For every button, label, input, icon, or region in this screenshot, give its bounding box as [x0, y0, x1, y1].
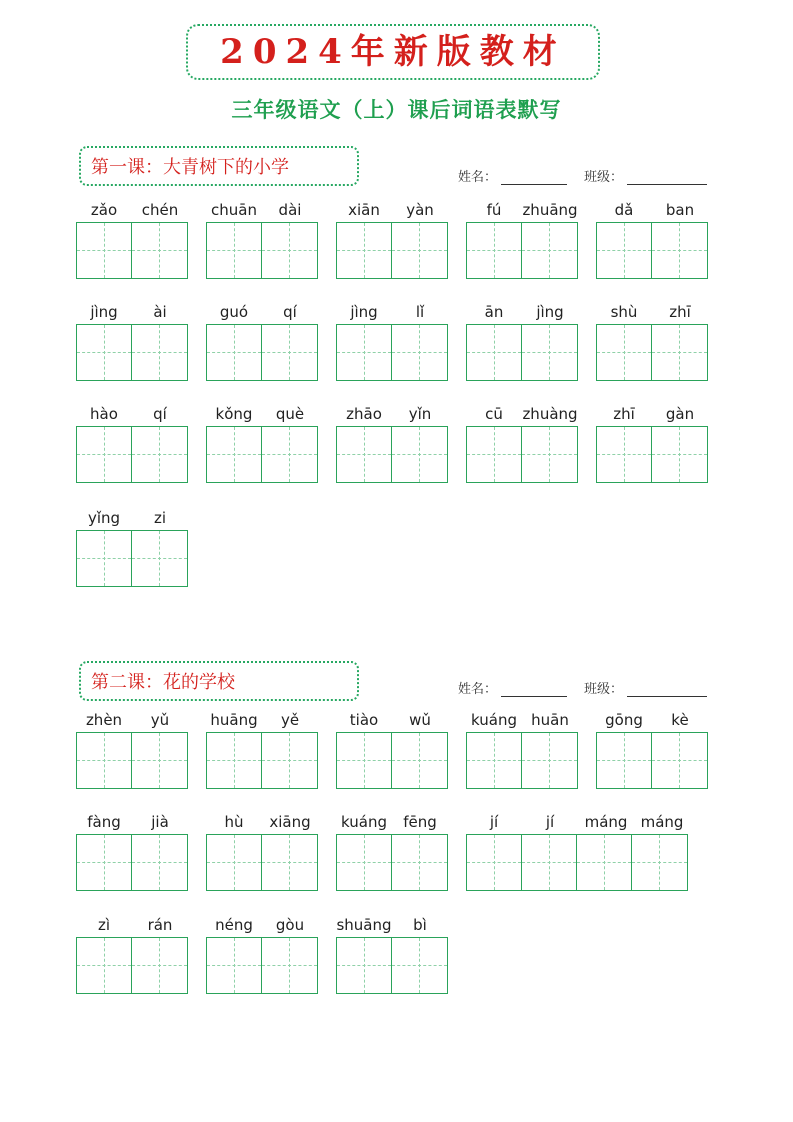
- writing-cell[interactable]: [207, 325, 262, 380]
- pinyin-row: [596, 198, 708, 222]
- writing-box-row: [466, 324, 578, 381]
- pinyin-syllable: fú: [486, 201, 502, 219]
- word-item: [336, 913, 448, 994]
- pinyin-syllable: ban: [665, 201, 695, 219]
- pinyin-row: [336, 300, 448, 324]
- writing-box-row: [206, 324, 318, 381]
- pinyin-syllable: yě: [280, 711, 300, 729]
- writing-cell[interactable]: [262, 835, 317, 890]
- pinyin-syllable: máng: [584, 813, 628, 831]
- pinyin-row: [466, 300, 578, 324]
- pinyin-syllable: fēng: [403, 813, 437, 831]
- writing-cell[interactable]: [207, 938, 262, 993]
- pinyin-syllable: zhī: [669, 303, 691, 321]
- writing-cell[interactable]: [337, 325, 392, 380]
- word-item: [76, 913, 188, 994]
- class-label: 班级：: [584, 682, 624, 697]
- writing-cell[interactable]: [577, 835, 632, 890]
- pinyin-syllable: lǐ: [415, 303, 425, 321]
- writing-cell[interactable]: [522, 223, 577, 278]
- writing-box-row: [206, 834, 318, 891]
- pinyin-syllable: jìng: [350, 303, 378, 321]
- class-label: 班级：: [584, 170, 624, 185]
- pinyin-syllable: yǐn: [408, 405, 432, 423]
- title-box: [186, 24, 600, 80]
- pinyin-syllable: zhāo: [346, 405, 382, 423]
- pinyin-row: [466, 810, 690, 834]
- writing-box-row: [336, 834, 448, 891]
- writing-cell[interactable]: [652, 733, 707, 788]
- writing-cell[interactable]: [392, 427, 447, 482]
- name-label: 姓名：: [458, 682, 498, 697]
- writing-cell[interactable]: [337, 427, 392, 482]
- writing-cell[interactable]: [337, 223, 392, 278]
- lesson-1-header: [79, 146, 359, 186]
- writing-cell[interactable]: [522, 835, 577, 890]
- writing-cell[interactable]: [392, 733, 447, 788]
- writing-cell[interactable]: [597, 325, 652, 380]
- writing-cell[interactable]: [652, 325, 707, 380]
- word-item: [206, 810, 318, 891]
- page-subtitle: 三年级语文（上）课后词语表默写: [231, 98, 562, 122]
- word-item: [336, 402, 448, 483]
- pinyin-syllable: zì: [97, 916, 111, 934]
- writing-box-row: [596, 324, 708, 381]
- writing-box-row: [336, 732, 448, 789]
- writing-box-row: [596, 222, 708, 279]
- word-item: [206, 913, 318, 994]
- pinyin-syllable: gōng: [605, 711, 643, 729]
- word-item: [336, 198, 448, 279]
- word-item: [206, 402, 318, 483]
- pinyin-syllable: jìng: [536, 303, 564, 321]
- pinyin-row: [466, 708, 578, 732]
- pinyin-syllable: bì: [413, 916, 427, 934]
- lesson-2-header: [79, 661, 359, 701]
- word-item: [76, 198, 188, 279]
- word-item: [336, 300, 448, 381]
- pinyin-syllable: kuáng: [341, 813, 387, 831]
- writing-cell[interactable]: [522, 325, 577, 380]
- pinyin-syllable: kè: [671, 711, 689, 729]
- word-item: [76, 300, 188, 381]
- writing-cell[interactable]: [522, 733, 577, 788]
- writing-cell[interactable]: [77, 531, 132, 586]
- pinyin-syllable: gòu: [275, 916, 305, 934]
- writing-cell[interactable]: [467, 223, 522, 278]
- word-item: [76, 402, 188, 483]
- pinyin-syllable: ān: [484, 303, 504, 321]
- writing-cell[interactable]: [467, 325, 522, 380]
- pinyin-syllable: shù: [610, 303, 638, 321]
- writing-cell[interactable]: [632, 835, 687, 890]
- pinyin-row: [76, 810, 188, 834]
- writing-cell[interactable]: [132, 733, 187, 788]
- pinyin-syllable: hào: [90, 405, 118, 423]
- pinyin-row: [336, 198, 448, 222]
- word-item: [76, 810, 188, 891]
- writing-cell[interactable]: [597, 223, 652, 278]
- pinyin-row: [76, 402, 188, 426]
- pinyin-row: [76, 300, 188, 324]
- word-item: [596, 198, 708, 279]
- pinyin-syllable: yǐng: [87, 509, 121, 527]
- writing-cell[interactable]: [262, 427, 317, 482]
- writing-cell[interactable]: [392, 835, 447, 890]
- writing-cell[interactable]: [392, 938, 447, 993]
- writing-cell[interactable]: [262, 325, 317, 380]
- pinyin-syllable: què: [275, 405, 305, 423]
- pinyin-syllable: jí: [489, 813, 499, 831]
- pinyin-syllable: huān: [531, 711, 569, 729]
- writing-cell[interactable]: [77, 835, 132, 890]
- writing-box-row: [206, 222, 318, 279]
- pinyin-syllable: zhī: [613, 405, 635, 423]
- writing-box-row: [466, 222, 578, 279]
- pinyin-syllable: wǔ: [409, 711, 431, 729]
- pinyin-row: [206, 913, 318, 937]
- writing-cell[interactable]: [77, 938, 132, 993]
- pinyin-row: [206, 810, 318, 834]
- pinyin-syllable: rán: [147, 916, 173, 934]
- writing-box-row: [336, 426, 448, 483]
- writing-cell[interactable]: [337, 938, 392, 993]
- writing-cell[interactable]: [207, 427, 262, 482]
- pinyin-row: [76, 913, 188, 937]
- writing-cell[interactable]: [132, 427, 187, 482]
- pinyin-row: [596, 300, 708, 324]
- lesson-1-class-field: [584, 166, 707, 185]
- writing-cell[interactable]: [337, 835, 392, 890]
- writing-box-row: [206, 426, 318, 483]
- writing-box-row: [206, 937, 318, 994]
- writing-cell[interactable]: [262, 223, 317, 278]
- word-item: [206, 198, 318, 279]
- word-item: [596, 402, 708, 483]
- word-item: [466, 300, 578, 381]
- writing-box-row: [336, 324, 448, 381]
- pinyin-syllable: tiào: [349, 711, 379, 729]
- word-item: [596, 708, 708, 789]
- writing-cell[interactable]: [207, 733, 262, 788]
- pinyin-row: [206, 708, 318, 732]
- pinyin-syllable: néng: [215, 916, 253, 934]
- writing-box-row: [596, 732, 708, 789]
- pinyin-syllable: qí: [283, 303, 297, 321]
- writing-box-row: [596, 426, 708, 483]
- word-item: [466, 810, 690, 891]
- writing-box-row: [466, 834, 688, 891]
- word-item: [596, 300, 708, 381]
- pinyin-syllable: jià: [151, 813, 169, 831]
- pinyin-syllable: xiān: [348, 201, 380, 219]
- pinyin-syllable: zhuàng: [522, 405, 578, 423]
- writing-box-row: [76, 222, 188, 279]
- pinyin-syllable: jí: [545, 813, 555, 831]
- pinyin-syllable: yǔ: [150, 711, 170, 729]
- pinyin-row: [206, 402, 318, 426]
- writing-box-row: [336, 937, 448, 994]
- writing-cell[interactable]: [392, 223, 447, 278]
- lesson-2-name-field: [458, 678, 567, 697]
- writing-box-row: [466, 426, 578, 483]
- writing-box-row: [76, 937, 188, 994]
- writing-cell[interactable]: [132, 938, 187, 993]
- name-label: 姓名：: [458, 170, 498, 185]
- pinyin-syllable: zǎo: [90, 201, 118, 219]
- word-item: [466, 198, 578, 279]
- pinyin-syllable: jìng: [90, 303, 118, 321]
- writing-cell[interactable]: [132, 325, 187, 380]
- pinyin-row: [206, 198, 318, 222]
- pinyin-row: [336, 708, 448, 732]
- pinyin-syllable: cū: [485, 405, 503, 423]
- pinyin-syllable: ài: [153, 303, 167, 321]
- pinyin-syllable: hù: [224, 813, 244, 831]
- word-item: [466, 708, 578, 789]
- pinyin-syllable: dài: [278, 201, 302, 219]
- pinyin-syllable: yàn: [406, 201, 434, 219]
- writing-box-row: [336, 222, 448, 279]
- pinyin-syllable: guó: [219, 303, 249, 321]
- writing-cell[interactable]: [467, 733, 522, 788]
- writing-cell[interactable]: [597, 427, 652, 482]
- word-item: [76, 506, 188, 587]
- pinyin-syllable: zi: [153, 509, 167, 527]
- word-item: [206, 708, 318, 789]
- writing-cell[interactable]: [132, 531, 187, 586]
- pinyin-syllable: kuáng: [471, 711, 517, 729]
- pinyin-row: [76, 506, 188, 530]
- pinyin-row: [596, 708, 708, 732]
- writing-cell[interactable]: [392, 325, 447, 380]
- pinyin-syllable: xiāng: [269, 813, 311, 831]
- writing-box-row: [76, 834, 188, 891]
- pinyin-syllable: máng: [640, 813, 684, 831]
- writing-cell[interactable]: [597, 733, 652, 788]
- page-title: 2024年新版教材: [220, 32, 566, 72]
- writing-box-row: [206, 732, 318, 789]
- pinyin-syllable: gàn: [665, 405, 695, 423]
- pinyin-row: [336, 810, 448, 834]
- pinyin-syllable: zhèn: [85, 711, 123, 729]
- writing-cell[interactable]: [467, 427, 522, 482]
- word-item: [206, 300, 318, 381]
- pinyin-row: [336, 913, 448, 937]
- writing-cell[interactable]: [77, 733, 132, 788]
- writing-cell[interactable]: [522, 427, 577, 482]
- lesson-2-class-field: [584, 678, 707, 697]
- pinyin-row: [76, 198, 188, 222]
- lesson-1-title: 第一课：大青树下的小学: [91, 157, 289, 178]
- pinyin-syllable: huāng: [210, 711, 258, 729]
- writing-cell[interactable]: [207, 223, 262, 278]
- pinyin-row: [596, 402, 708, 426]
- writing-cell[interactable]: [337, 733, 392, 788]
- word-item: [336, 810, 448, 891]
- word-item: [466, 402, 578, 483]
- writing-cell[interactable]: [207, 835, 262, 890]
- pinyin-syllable: kǒng: [215, 405, 253, 423]
- pinyin-row: [76, 708, 188, 732]
- writing-cell[interactable]: [262, 733, 317, 788]
- writing-box-row: [76, 324, 188, 381]
- word-item: [336, 708, 448, 789]
- writing-cell[interactable]: [132, 223, 187, 278]
- writing-cell[interactable]: [77, 427, 132, 482]
- word-item: [76, 708, 188, 789]
- pinyin-syllable: chuān: [211, 201, 257, 219]
- pinyin-syllable: dǎ: [614, 201, 634, 219]
- pinyin-row: [206, 300, 318, 324]
- writing-cell[interactable]: [652, 223, 707, 278]
- writing-cell[interactable]: [77, 223, 132, 278]
- pinyin-syllable: zhuāng: [522, 201, 578, 219]
- writing-cell[interactable]: [262, 938, 317, 993]
- writing-box-row: [76, 530, 188, 587]
- pinyin-row: [466, 402, 578, 426]
- pinyin-syllable: shuāng: [336, 916, 392, 934]
- pinyin-syllable: fàng: [87, 813, 121, 831]
- pinyin-row: [466, 198, 578, 222]
- lesson-1-name-field: [458, 166, 567, 185]
- pinyin-syllable: chén: [141, 201, 179, 219]
- writing-cell[interactable]: [652, 427, 707, 482]
- writing-cell[interactable]: [467, 835, 522, 890]
- writing-box-row: [466, 732, 578, 789]
- pinyin-syllable: qí: [153, 405, 167, 423]
- writing-box-row: [76, 426, 188, 483]
- writing-cell[interactable]: [132, 835, 187, 890]
- writing-cell[interactable]: [77, 325, 132, 380]
- lesson-2-title: 第二课：花的学校: [91, 672, 235, 693]
- writing-box-row: [76, 732, 188, 789]
- pinyin-row: [336, 402, 448, 426]
